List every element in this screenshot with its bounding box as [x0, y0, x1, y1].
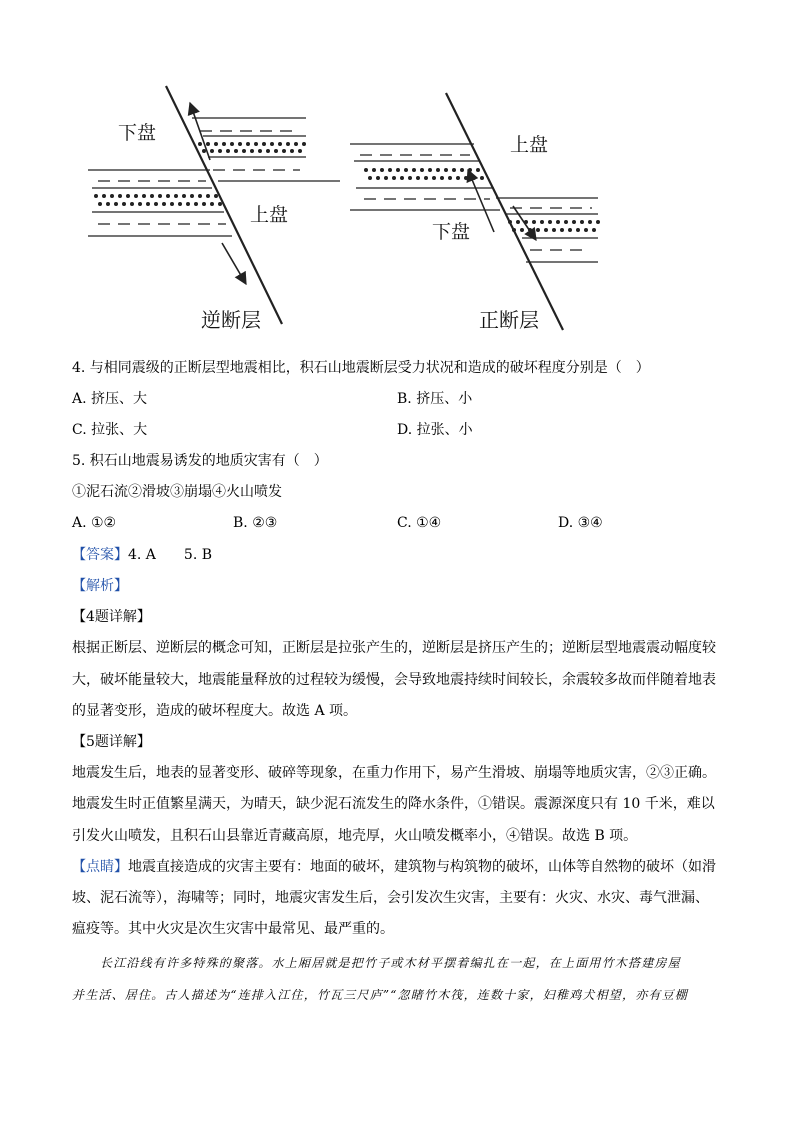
q4-option-b[interactable]: B. 挤压、小 — [397, 391, 473, 407]
key-point-label: 【点睛】 — [72, 859, 128, 875]
key-point-line: 地震直接造成的灾害主要有：地面的破坏，建筑物与构筑物的破坏，山体等自然物的破坏（如滑 — [128, 859, 716, 875]
normal-hanging-wall-label: 上盘 — [510, 134, 549, 156]
q4-stem: 4. 与相同震级的正断层型地震相比，积石山地震断层受力状况和造成的破坏程度分别是（ ） — [72, 360, 650, 376]
normal-footwall-label: 下盘 — [432, 221, 471, 243]
reverse-fault-caption: 逆断层 — [201, 308, 261, 332]
q4-option-d[interactable]: D. 拉张、小 — [397, 422, 473, 438]
reverse-footwall-label: 下盘 — [118, 122, 157, 144]
normal-fault-plane — [446, 93, 563, 330]
answer-label: 【答案】 — [72, 547, 128, 563]
passage-line: 并生活、居住。古人描述为“连排入江住，竹瓦三尺庐”“忽睹竹木筏，连数十家，妇稚鸡犬相望，亦有豆棚 — [72, 988, 689, 1002]
q5-option-a[interactable]: A. ①② — [72, 515, 117, 531]
q5-detail-line: 地震发生时正值繁星满天，为晴天，缺少泥石流发生的降水条件，①错误。震源深度只有 10 千米，难以 — [72, 796, 715, 812]
q4-detail-line: 根据正断层、逆断层的概念可知，正断层是拉张产生的，逆断层是挤压产生的；逆断层型地震震动幅度较 — [72, 640, 716, 656]
key-point-line: 坡、泥石流等），海啸等；同时，地震灾害发生后，会引发次生灾害，主要有：火灾、水灾、毒气泄漏、 — [72, 890, 709, 906]
q5-detail-line: 地震发生后，地表的显著变形、破碎等现象，在重力作用下，易产生滑坡、崩塌等地质灾害，②③正确。 — [72, 765, 716, 781]
q5-option-c[interactable]: C. ①④ — [397, 515, 442, 531]
reverse-fault-sandstone-dots — [94, 142, 306, 206]
q5-detail-heading: 【5题详解】 — [72, 734, 151, 750]
q4-detail-line: 大，破坏能量较大，地震能量释放的过程较为缓慢，会导致地震持续时间较长，余震较多故而伴随着地表 — [72, 672, 716, 688]
q4-detail-line: 的显著变形，造成的破坏程度大。故选 A 项。 — [72, 703, 358, 719]
key-point-line: 瘟疫等。其中火灾是次生灾害中最常见、最严重的。 — [72, 921, 394, 937]
q5-option-b[interactable]: B. ②③ — [233, 515, 278, 531]
normal-fault-sandstone-dots — [364, 168, 600, 232]
fault-diagram-figure — [80, 68, 620, 336]
q5-option-d[interactable]: D. ③④ — [558, 515, 603, 531]
q5-choices-line: ①泥石流②滑坡③崩塌④火山喷发 — [72, 484, 282, 500]
normal-fault-diagram — [350, 93, 598, 330]
passage-line: 长江沿线有许多特殊的聚落。水上厢居就是把竹子或木材平摆着编扎在一起，在上面用竹木搭建房屋 — [100, 956, 681, 970]
q5-stem: 5. 积石山地震易诱发的地质灾害有（ ） — [72, 453, 328, 469]
q4-option-a[interactable]: A. 挤压、大 — [72, 391, 148, 407]
key-point-row — [72, 857, 716, 877]
q4-detail-heading: 【4题详解】 — [72, 609, 151, 625]
reverse-hanging-wall-label: 上盘 — [250, 204, 289, 226]
analysis-label: 【解析】 — [72, 578, 128, 594]
q5-detail-line: 引发火山喷发，且积石山县靠近青藏高原，地壳厚，火山喷发概率小，④错误。故选 B 项。 — [72, 828, 638, 844]
answer-text: 4. A 5. B — [128, 547, 213, 563]
normal-fault-caption: 正断层 — [479, 308, 539, 332]
q4-option-c[interactable]: C. 拉张、大 — [72, 422, 148, 438]
answer-row — [72, 545, 212, 565]
